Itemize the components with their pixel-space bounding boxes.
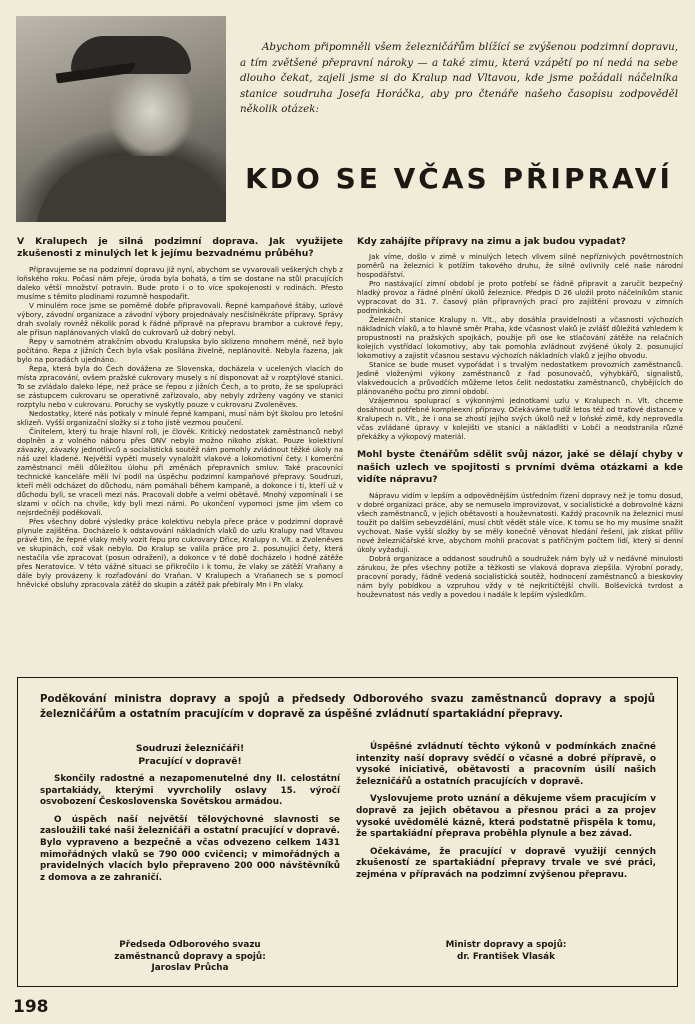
answer-paragraph: Nápravu vidím v lepším a odpovědnějším ústředním řízení dopravy než je tomu dosud, v dobré organizaci práce, aby se nemuselo improvizovat, v socialistické a dobrovolné kázni všech zaměstnanců, v jejich obětavosti a houževnatosti. Každý pracovník na železnici musí toužit po dalším sebevzdělání, musí chtít vědět stále více. K tomu se ho my musíme snažit vychovat. Naše vyšší složky by se měly konečně věnovat hledání řešení, jak získat příliv nové železničářské krve, abychom mohli pracovat s patřičným počtem lidí, který si denní úkoly vyžadují. bbox=[357, 490, 683, 554]
answer-paragraph: Řepa, která byla do Čech dovážena ze Slovenska, docházela v ucelených vlacích do místa zpracování, ovšem pražské cukrovary musely s ní disponovat až v rozptýlové stanici. To se zvládalo daleko lépe, než práce se řepou z jižních Čech, a to proto, že se spolupráci se zástupcem cukrovaru se operativně zařizovalo, aby nebyly zdrženy vagóny ve stanici rozptylu nebo v cukrovaru. Poruchy se vyskytly pouze v cukrovaru Zvoleněves. bbox=[17, 363, 343, 409]
answer-paragraph: Železniční stanice Kralupy n. Vlt., aby dosáhla pravidelnosti a včasnosti výchozích nákladních vlaků, a to hlavně směr Praha, kde včasnost vlaků je zvlášť důležitá vzhledem k propustnosti na pražských spojkách, použije při ose ke stlačování zátěže na relačních kolejích vystřídací lokomotivy, aby tak pomohla zvládnout zvýšené úkoly 2. posunující lokomotivy a zajistit včasnou sestavu výchozích nákladních vlaků z jejího obvodu. bbox=[357, 315, 683, 361]
answer-paragraph: Přes všechny dobré výsledky práce kolektivu nebyla přece práce v podzimní dopravě plynule zajištěna. Docházelo k odstavování nákladních vlaků do uzlu Kralupy nad Vltavou právě tím, že řepné vlaky měly vozit řepu pro cukrovary Dřice, Kralupy n. Vlt. a Zvoleněves ve skupinách, což však nebylo. Do Kralup se valila práce pro 2. posunující čety, která nestačila vše zpracovat (posun odražení), a dokonce v té době docházelo i hodně zátěže přes Neratovice. V této vážné situaci se přikročilo i k tomu, že vlaky se zátěží Vraňany a dále byly provázeny k rozřaďování do Vraňan. V Kralupech a Vraňanech se s pomocí hněvické obsluhy zpracovala zátěž do skupin a zátěž pak přebíraly Mn i Pn vlaky. bbox=[17, 516, 343, 589]
notice-right-column bbox=[356, 742, 656, 882]
page-number: 198 bbox=[13, 997, 49, 1017]
notice-paragraph: O úspěch naší největší tělovýchovné slavnosti se zasloužili také naši železničáři a ostatní pracující v dopravě. Bylo vypraveno a bezpečně a včas odvezeno celkem 1431 mimořádných vlaků se 790 000 cvičenci; v mimořádných a pravidelných vlacích bylo přepraveno 200 000 návštěvníků z domova a ze zahraničí. bbox=[40, 814, 340, 883]
portrait-photo bbox=[16, 16, 226, 222]
salutation: Pracující v dopravě! bbox=[138, 756, 242, 767]
question-3: Mohl byste čtenářům sdělit svůj názor, jaké se dělají chyby v našich uzlech ve spojitosti s prvními dvěma otázkami a kde vidíte nápravu? bbox=[357, 449, 683, 486]
notice-title: Poděkování ministra dopravy a spojů a předsedy Odborového svazu zaměstnanců dopravy a spojů železničářům a ostatním pracujícím v dopravě za úspěšné zvládnutí spartakiádní přepravy. bbox=[40, 694, 655, 720]
notice-paragraph: Skončily radostné a nezapomenutelné dny II. celostátní spartakiády, kterými vyvrcholily oslavy 15. výročí osvobození Československa Sovětskou armádou. bbox=[40, 774, 340, 808]
signature-name: dr. František Vlasák bbox=[457, 951, 555, 962]
signature-line: Ministr dopravy a spojů: bbox=[445, 940, 567, 950]
question-1: V Kralupech je silná podzimní doprava. Jak využijete zkušenosti z minulých let k jejímu bezvadnému průběhu? bbox=[17, 236, 343, 260]
answer-paragraph: V minulém roce jsme se poměrně dobře připravovali. Řepné kampaňové štáby, uzlové výbory, závodní organizace a závodní výbory projednávaly nesčíslněkráte přípravy. Správy drah svolaly rovněž několik porad k řádné přípravě na přepravu brambor a cukrové řepy, ale přísun naplánovaných vlaků do cukrovarů už dobrý nebyl. bbox=[17, 300, 343, 337]
signature-line: zaměstnanců dopravy a spojů: bbox=[114, 951, 266, 962]
left-column bbox=[17, 236, 343, 589]
left-signature bbox=[40, 940, 340, 975]
answer-paragraph: Pro nastávající zimní období je proto potřebí se řádně připravit a zaručit bezpečný hladký provoz a řádné plnění úkolů železnice. Předpis D 26 uložil proto náčelníkům stanic vypracovat do 31. 7. časový plán přípravných prací pro zajištění provozu v zimních podmínkách. bbox=[357, 279, 683, 316]
right-signature bbox=[356, 940, 656, 963]
right-column bbox=[357, 236, 683, 599]
answer-paragraph: Stanice se bude muset vypořádat i s trvalým nedostatkem provozních zaměstnanců. Jedině vloženými výkony zaměstnanců z řad posunovačů, výhybkářů, signalistů, vlakvedoucích a průvodčích můžeme letos čelit nedostatku zaměstnanců, chybějících do plánovaného počtu pro zimní období. bbox=[357, 360, 683, 397]
article-headline: KDO SE VČAS PŘIPRAVÍ bbox=[245, 162, 673, 195]
answer-paragraph: Řepy v samotném atrakčním obvodu Kralupska bylo sklizeno mnohem méně, než bylo počítáno. Řepa z jižních Čech byla však posílána živelně, neplánovitě. Nebyla řazena, jak bylo na poradách ujednáno. bbox=[17, 336, 343, 364]
intro-paragraph: Abychom připomněli všem železničářům blížící se zvýšenou podzimní dopravu, a tím zvětšené přepravní nároky — a také zimu, která vzápětí po ní nedá na sebe dlouho čekat, zajeli jsme si do Kralup nad Vltavou, kde jsme požádali náčelníka stanice soudruha Josefa Horáčka, aby pro čtenáře našeho časopisu zodpověděl několik otázek: bbox=[240, 41, 678, 116]
notice-paragraph: Vyslovujeme proto uznání a děkujeme všem pracujícím v dopravě za jejich obětavou a přesnou práci a za projev vysoké uvědomělé kázně, která podstatně přispěla k tomu, že spartakiádní přeprava proběhla plynule a bez závad. bbox=[356, 794, 656, 840]
signature-name: Jaroslav Průcha bbox=[151, 963, 229, 974]
answer-paragraph: Vzájemnou spoluprací s výkonnými jednotkami uzlu v Kralupech n. Vlt. chceme dosáhnout potřebné kompleexní přípravy. Očekáváme tudíž letos též od traťové distance v Kralupech n. Vlt., že i ona se zhostí jejího svých úkolů než v loňské zimě, kdy neprovedla včas zvládané úpravy v kolejišti ve stanici a náklaďišti v Lobči a neodstranila různé překážky a výkopový materiál. bbox=[357, 396, 683, 442]
answer-paragraph: Dobrá organizace a oddanost soudruhů a soudružek nám byly už v nedávné minulosti zárukou, že přes všechny potíže a těžkosti se vlaková doprava zlepšila. Výrobní porady, pracovní porady, řádně vedená socialistická soutěž, hodnocení zaměstnanců a bieskovky nám byly pobídkou a vzpruhou vždy v té nejkritičtější chvíli. Bolševická tvrdost a houževnatost nás vedly a povedou i nadále k lepším výsledkům. bbox=[357, 553, 683, 599]
notice-left-column bbox=[40, 742, 340, 884]
answer-paragraph: Jak víme, došlo v zimě v minulých letech vlivem silně nepříznivých povětrnostních poměrů na železnici k potížím takového druhu, že silně ovlivnily celé naše národní hospodářství. bbox=[357, 252, 683, 280]
salutation: Soudruzi železničáři! bbox=[135, 743, 245, 754]
notice-paragraph: Očekáváme, že pracující v dopravě využijí cenných zkušeností ze spartakiádní přepravy trvale ve své práci, zejména v přípravách na podzimní zvýšenou přepravu. bbox=[356, 846, 656, 880]
thanks-notice-box bbox=[17, 677, 678, 987]
question-2: Kdy zahájíte přípravy na zimu a jak budou vypadat? bbox=[357, 236, 626, 247]
answer-paragraph: Nedostatky, které nás potkaly v minulé řepné kampani, musí nám být školou pro letošní sklizeň. Vyšší organizační složky si z toho jistě vezmou poučení. bbox=[17, 408, 343, 427]
answer-paragraph: Činitelem, který tu hraje hlavní roli, je člověk. Kritický nedostatek zaměstnanců nebyl doplněn a z volného náboru přes ONV nebylo možno nikoho získat. Pouze kolektivní závazky, závazky jednotlivců a socialistická soutěž nám pomohly zvládnout těžké úkoly na náš uzel kladené. Největší vypětí musely vynaložit vlakové a lokomotivní čety. I komerční zaměstnanci měli důležitou úlohu při změnách přepravních smluv. Také pracovníci technické kanceláře měli lví podíl na úspěchu podzimní kampaňové přepravy. Soudruzi, kteří měli odcházet do důchodu, nám pomáhali během kampaně, a dokonce i ti, kteří už v důchodu byli, se vraceli mezi nás. Pracovali dobře a velmi obětavě. Mnohý vzpomínali i se slzami v očích na chvíle, kdy byli mezi námi. Po ukončení vypomoci jsme jim všem co nejsrdečněji poděkovali. bbox=[17, 426, 343, 517]
signature-line: Předseda Odborového svazu bbox=[119, 940, 261, 950]
answer-paragraph: Připravujeme se na podzimní dopravu již nyní, abychom se vyvarovali veškerých chyb z loňského roku. Počasí nám přeje, úroda byla bohatá, a tím se dostane na stůl pracujících daleko větší množství potravin. Bude proto i o to více spokojenosti v rodinách. Přesto musíme s těmito plodinami rozumně hospodařit. bbox=[17, 264, 343, 301]
notice-paragraph: Úspěšné zvládnutí těchto výkonů v podmínkách značné intenzity naší dopravy svědčí o včasné a dobré přípravě, o vysoké iniciativě, obětavosti a pracovním úsilí našich železničářů a ostatních pracujících v dopravě. bbox=[356, 742, 656, 787]
